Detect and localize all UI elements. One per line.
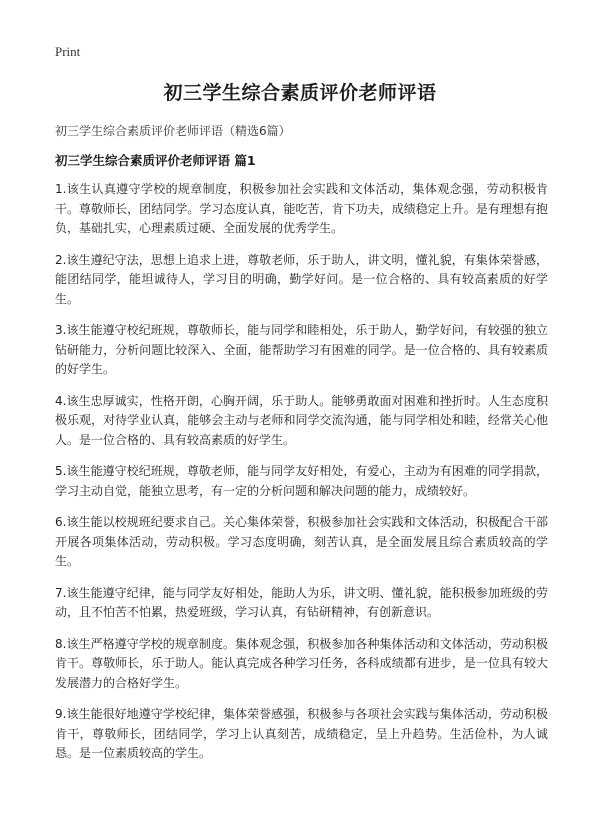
comment-paragraph-3: 3.该生能遵守校纪班规，尊敬师长，能与同学和睦相处，乐于助人，勤学好问，有较强的独立钻研能力，分析问题比较深入、全面，能帮助学习有困难的同学。是一位合格的、具有较素质的好学生。 [55,323,548,376]
comment-paragraph-8: 8.该生严格遵守学校的规章制度。集体观念强，积极参加各种集体活动和文体活动，劳动积极肯干。尊敬师长，乐于助人。能认真完成各种学习任务，各科成绩都有进步，是一位具有较大发展潜力的合格好学生。 [55,636,548,690]
section-heading: 初三学生综合素质评价老师评语 篇1 [55,153,256,168]
page-title: 初三学生综合素质评价老师评语 [163,82,437,104]
comment-paragraph-9: 9.该生能很好地遵守学校纪律，集体荣誉感强，积极参与各项社会实践与集体活动，劳动积极肯干，尊敬师长，团结同学，学习上认真刻苦，成绩稳定，呈上升趋势。生活俭朴，为人诚恳。是一位素质较高的学生。 [55,707,548,760]
comment-paragraph-2: 2.该生遵纪守法，思想上追求上进，尊敬老师，乐于助人，讲文明，懂礼貌，有集体荣誉感，能团结同学，能坦诚待人，学习目的明确，勤学好问。是一位合格的、具有较高素质的好学生。 [55,252,548,306]
comment-paragraph-7: 7.该生能遵守纪律，能与同学友好相处，能助人为乐，讲文明、懂礼貌，能积极参加班级的劳动，且不怕苦不怕累，热爱班级，学习认真，有钻研精神，有创新意识。 [55,585,548,619]
comment-paragraph-1: 1.该生认真遵守学校的规章制度，积极参加社会实践和文体活动，集体观念强，劳动积极肯干。尊敬师长，团结同学。学习态度认真，能吃苦，肯下功夫，成绩稳定上升。是有理想有抱负，基础扎实，心理素质过硬、全面发展的优秀学生。 [55,182,548,235]
comment-paragraph-4: 4.该生忠厚诚实，性格开朗，心胸开阔，乐于助人。能够勇敢面对困难和挫折时。人生态度积极乐观，对待学业认真，能够会主动与老师和同学交流沟通，能与同学相处和睦，经常关心他人。是一位合格的、具有较高素质的好学生。 [55,393,548,447]
print-link[interactable]: Print [55,44,81,59]
document-subtitle: 初三学生综合素质评价老师评语（精选6篇） [55,124,291,138]
comment-paragraph-6: 6.该生能以校规班纪要求自己。关心集体荣誉，积极参加社会实践和文体活动，积极配合干部开展各项集体活动，劳动积极。学习态度明确，刻苦认真，是全面发展且综合素质较高的学生。 [55,515,548,568]
comment-paragraph-5: 5.该生能遵守校纪班规，尊敬老师，能与同学友好相处，有爱心，主动为有困难的同学捐款，学习主动自觉，能独立思考，有一定的分析问题和解决问题的能力，成绩较好。 [55,464,548,498]
comment-list [55,180,548,776]
